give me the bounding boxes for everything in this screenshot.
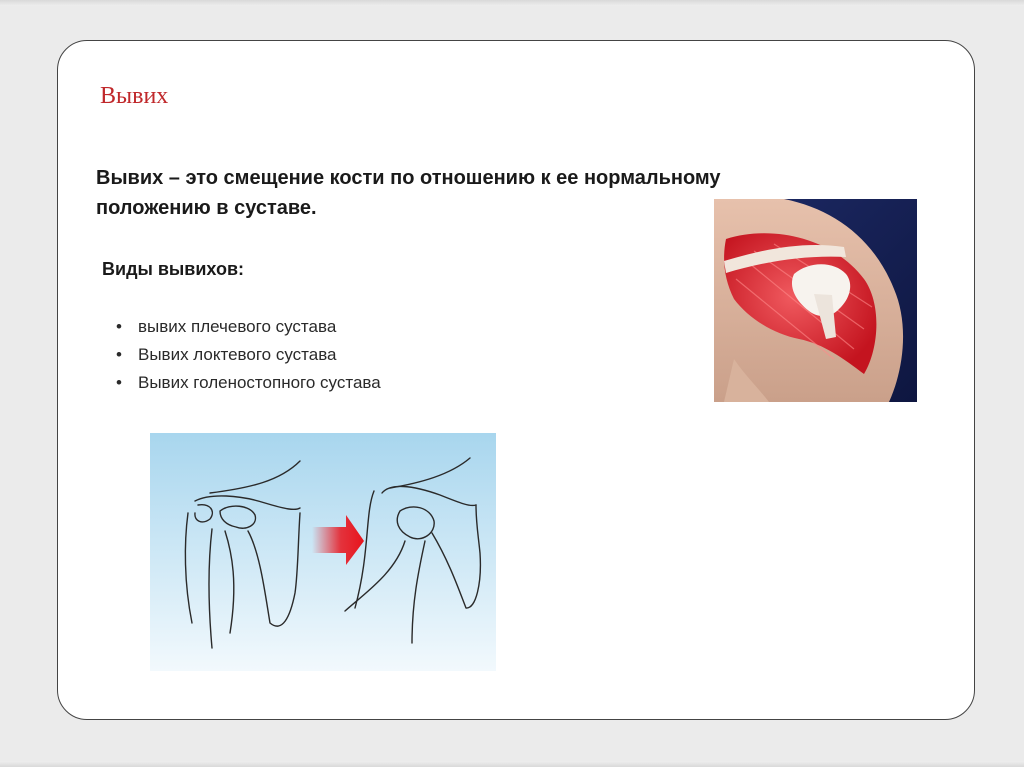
shoulder-anatomy-image: [714, 199, 917, 402]
types-heading: Виды вывихов:: [102, 259, 245, 279]
list-item: • вывих плечевого сустава: [116, 313, 381, 341]
types-list: [116, 313, 381, 397]
list-item: • Вывих локтевого сустава: [116, 341, 381, 369]
list-item: • Вывих голеностопного сустава: [116, 369, 381, 397]
bottom-border-stripe: [0, 761, 1024, 767]
slide-frame: [57, 40, 975, 720]
top-border-stripe: [0, 0, 1024, 6]
slide-title: Вывих: [100, 83, 169, 109]
definition-text: Вывих – это смещение кости по отношению к ее нормальному положению в суставе.: [96, 167, 721, 219]
shoulder-dislocation-diagram: [150, 433, 496, 671]
